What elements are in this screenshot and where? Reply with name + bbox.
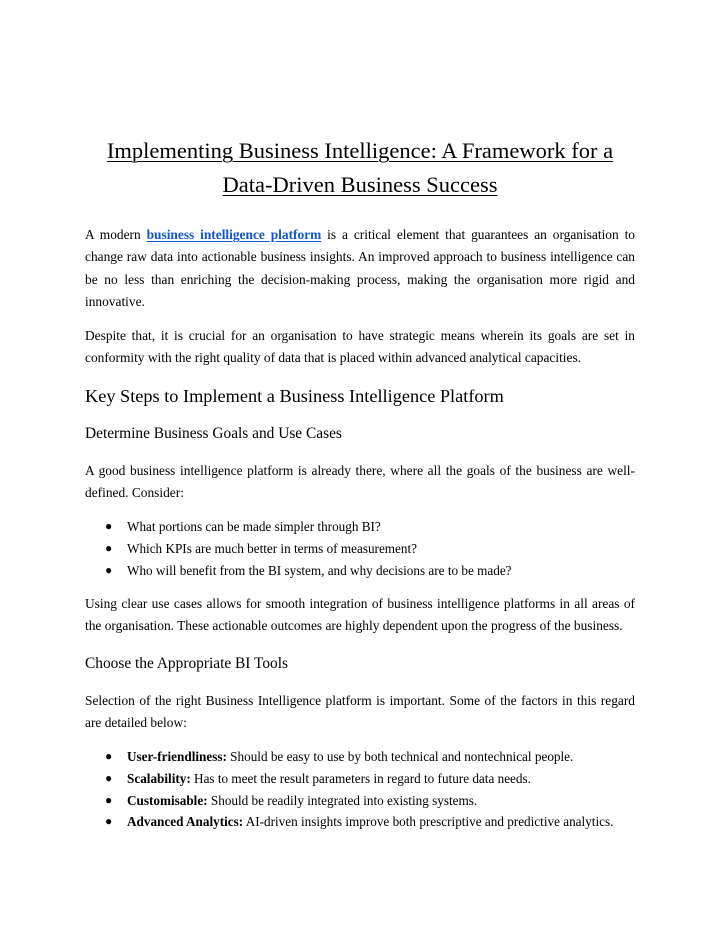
list-item bbox=[85, 746, 635, 768]
bullet-text: Which KPIs are much better in terms of measurement? bbox=[127, 540, 418, 556]
list-item bbox=[85, 811, 635, 833]
bullet-icon: ● bbox=[105, 770, 113, 785]
goals-paragraph: A good business intelligence platform is already there, where all the goals of the business are well-defined. Consider: bbox=[85, 462, 635, 501]
list-item bbox=[85, 790, 635, 812]
bullet-term: Customisable: bbox=[127, 792, 208, 808]
bi-platform-link[interactable]: business intelligence platform bbox=[146, 227, 322, 242]
strategy-paragraph: Despite that, it is crucial for an organisation to have strategic means wherein its goals are set in conformity with the right quality of data that is placed within advanced analytical capacities. bbox=[85, 328, 635, 366]
bullet-icon: ● bbox=[105, 562, 113, 577]
list-item bbox=[85, 538, 635, 560]
list-item bbox=[85, 516, 635, 538]
bullet-term: User-friendliness: bbox=[127, 749, 227, 765]
bullet-icon: ● bbox=[105, 749, 113, 764]
use-cases-paragraph: Using clear use cases allows for smooth integration of business intelligence platforms in all areas of the organisation. These actionable outcomes are highly dependent upon the progress of the business. bbox=[85, 596, 635, 634]
list-item bbox=[85, 768, 635, 790]
list-item bbox=[85, 560, 635, 582]
intro-paragraph bbox=[85, 224, 635, 313]
section-heading: Key Steps to Implement a Business Intelligence Platform bbox=[85, 385, 504, 406]
intro-suffix: is a critical element that guarantees an organisation to change raw data into actionable business insights. An improved approach to business intelligence can be no less than enriching the decision-making process, making the organisation more rigid and innovative. bbox=[85, 227, 635, 309]
bullet-icon: ● bbox=[105, 540, 113, 555]
bullet-text: What portions can be made simpler through BI? bbox=[127, 519, 381, 535]
bullet-icon: ● bbox=[105, 519, 113, 534]
tools-bullet-list bbox=[85, 746, 635, 832]
bullet-text: Has to meet the result parameters in regard to future data needs. bbox=[190, 770, 531, 786]
bullet-text: Should be easy to use by both technical and nontechnical people. bbox=[226, 749, 574, 765]
goals-bullet-list bbox=[85, 516, 635, 581]
bullet-text: Who will benefit from the BI system, and why decisions are to be made? bbox=[127, 562, 512, 578]
bullet-term: Advanced Analytics: bbox=[127, 814, 244, 830]
tools-paragraph: Selection of the right Business Intelligence platform is important. Some of the factors in this regard are detailed below: bbox=[85, 692, 635, 731]
document-page bbox=[85, 134, 635, 833]
bullet-term: Scalability: bbox=[127, 770, 191, 786]
title-line-2: Data-Driven Business Success bbox=[222, 172, 498, 197]
bullet-text: AI-driven insights improve both prescriptive and predictive analytics. bbox=[243, 814, 614, 830]
bullet-icon: ● bbox=[105, 814, 113, 829]
bullet-text: Should be readily integrated into existing systems. bbox=[207, 792, 478, 808]
document-title bbox=[85, 134, 635, 202]
subsection-heading-tools: Choose the Appropriate BI Tools bbox=[85, 654, 288, 672]
subsection-heading-goals: Determine Business Goals and Use Cases bbox=[85, 424, 342, 442]
intro-prefix: A modern bbox=[85, 227, 147, 242]
bullet-icon: ● bbox=[105, 792, 113, 807]
title-line-1: Implementing Business Intelligence: A Framework for a bbox=[106, 138, 614, 163]
